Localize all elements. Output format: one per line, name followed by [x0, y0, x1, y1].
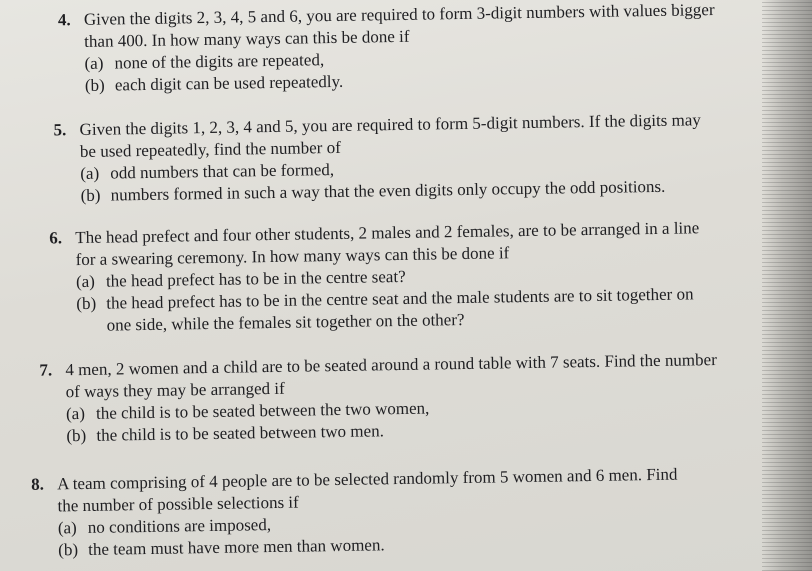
- question-number: 5.: [53, 120, 67, 140]
- part-label: (a): [57, 518, 77, 538]
- part-label: (a): [75, 271, 96, 292]
- part-label: (b): [66, 425, 87, 446]
- part-text: the child is to be seated between the two women,: [95, 398, 430, 423]
- question-stem-line: for a swearing ceremony. In how many ways can this be done if: [75, 243, 510, 270]
- part-text: none of the digits are repeated,: [114, 50, 325, 73]
- question-stem-line: the number of possible selections if: [57, 492, 299, 516]
- question-stem-text: Given the digits 2, 3, 4, 5 and 6, you are required to form 3-digit numbers with values bigger: [83, 0, 715, 29]
- question-number: 6.: [49, 228, 63, 248]
- part-label: (b): [76, 293, 97, 314]
- part-text: numbers formed in such a way that the even digits only occupy the odd positions.: [110, 176, 666, 205]
- part-text: odd numbers that can be formed,: [110, 160, 335, 183]
- question-7: [39, 349, 718, 448]
- question-stem-line: than 400. In how many ways can this be done if: [84, 26, 410, 51]
- part-label: (b): [58, 540, 79, 560]
- question-stem-line: be used repeatedly, find the number of: [79, 137, 341, 162]
- question-stem-text: 4 men, 2 women and a child are to be seated around a round table with 7 seats. Find the number: [65, 350, 717, 380]
- question-stem-text: A team comprising of 4 people are to be selected randomly from 5 women and 6 men. Find: [57, 464, 678, 494]
- part-text: each digit can be used repeatedly.: [114, 71, 344, 95]
- part-text: the head prefect has to be in the centre seat?: [105, 266, 406, 291]
- question-part-b-continuation: one side, while the females sit together on the other?: [106, 309, 465, 335]
- part-label: (a): [84, 53, 104, 73]
- question-5: [53, 109, 702, 207]
- question-8: [31, 464, 679, 562]
- question-4: [58, 0, 716, 97]
- part-text: the head prefect has to be in the centre seat and the male students are to sit together on: [106, 284, 694, 313]
- question-stem-text: The head prefect and four other students, 2 males and 2 females, are to be arranged in a line: [75, 218, 700, 248]
- question-number: 7.: [39, 360, 53, 380]
- question-stem-line: of ways they may be arranged if: [65, 378, 285, 402]
- part-label: (b): [80, 185, 101, 206]
- question-number: 8.: [31, 474, 45, 494]
- part-label: (b): [84, 75, 105, 95]
- part-text: no conditions are imposed,: [87, 515, 272, 537]
- part-text: the child is to be seated between two men.: [96, 421, 385, 445]
- part-text: the team must have more men than women.: [88, 535, 385, 559]
- part-label: (a): [80, 163, 100, 184]
- question-6: [49, 217, 701, 337]
- part-label: (a): [65, 403, 86, 424]
- question-stem-text: Given the digits 1, 2, 3, 4 and 5, you are required to form 5-digit numbers. If the digits may: [79, 110, 701, 140]
- question-number: 4.: [57, 10, 71, 30]
